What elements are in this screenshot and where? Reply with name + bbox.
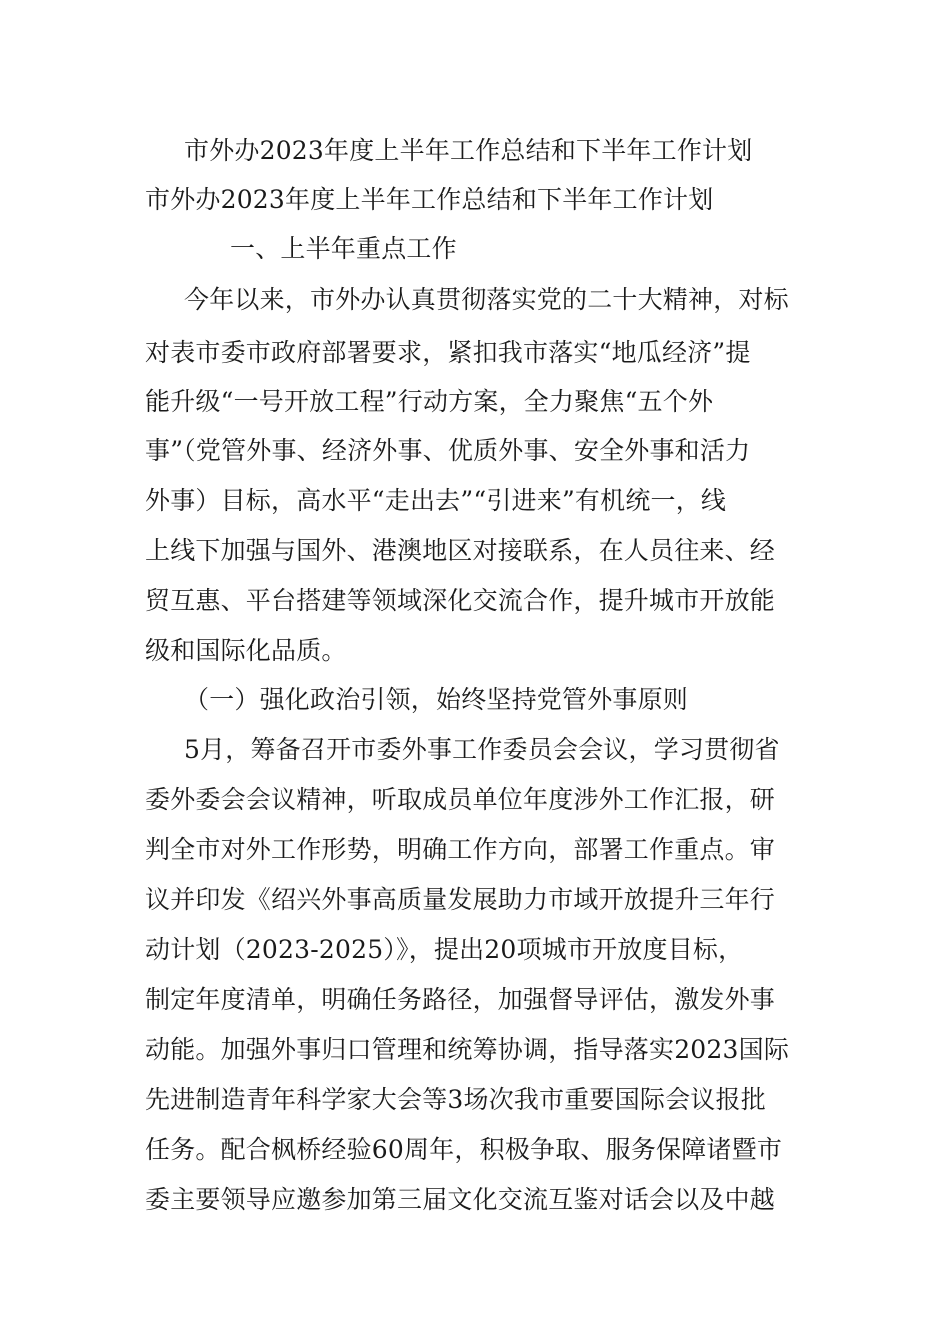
paragraph-2-line: 判全市对外工作形势，明确工作方向，部署工作重点。审	[145, 835, 776, 864]
document-title-line-1: 市外办2023年度上半年工作总结和下半年工作计划	[184, 136, 753, 165]
paragraph-2-line: 议并印发《绍兴外事高质量发展助力市域开放提升三年行	[145, 885, 776, 914]
subsection-heading: （一）强化政治引领，始终坚持党管外事原则	[184, 685, 689, 714]
paragraph-1-line: 级和国际化品质。	[145, 636, 347, 665]
paragraph-2-line: 动计划（2023-2025）》，提出20项城市开放度目标，	[145, 935, 744, 964]
paragraph-2-line: 委外委会会议精神，听取成员单位年度涉外工作汇报，研	[145, 785, 776, 814]
paragraph-1-line: 上线下加强与国外、港澳地区对接联系，在人员往来、经	[145, 536, 776, 565]
paragraph-1-line: 对表市委市政府部署要求，紧扣我市落实“地瓜经济”提	[145, 338, 751, 367]
paragraph-2-line: 任务。配合枫桥经验60周年，积极争取、服务保障诸暨市	[145, 1135, 783, 1164]
paragraph-2-line: 委主要领导应邀参加第三届文化交流互鉴对话会以及中越	[145, 1185, 776, 1214]
section-heading: 一、上半年重点工作	[230, 234, 457, 263]
paragraph-1-line: 今年以来，市外办认真贯彻落实党的二十大精神，对标	[184, 285, 789, 314]
paragraph-1-line: 贸互惠、平台搭建等领域深化交流合作，提升城市开放能	[145, 586, 776, 615]
paragraph-2-line: 先进制造青年科学家大会等3场次我市重要国际会议报批	[145, 1085, 766, 1114]
paragraph-2-line: 动能。加强外事归口管理和统筹协调，指导落实2023国际	[145, 1035, 790, 1064]
paragraph-1-line: 事”（党管外事、经济外事、优质外事、安全外事和活力	[145, 436, 751, 465]
paragraph-2-line: 5月，筹备召开市委外事工作委员会会议，学习贯彻省	[184, 735, 780, 764]
paragraph-2-line: 制定年度清单，明确任务路径，加强督导评估，激发外事	[145, 985, 776, 1014]
paragraph-1-line: 外事）目标，高水平“走出去”“引进来”有机统一，线	[145, 486, 727, 515]
paragraph-1-line: 能升级“一号开放工程”行动方案，全力聚焦“五个外	[145, 387, 714, 416]
document-title-line-2: 市外办2023年度上半年工作总结和下半年工作计划	[145, 185, 714, 214]
